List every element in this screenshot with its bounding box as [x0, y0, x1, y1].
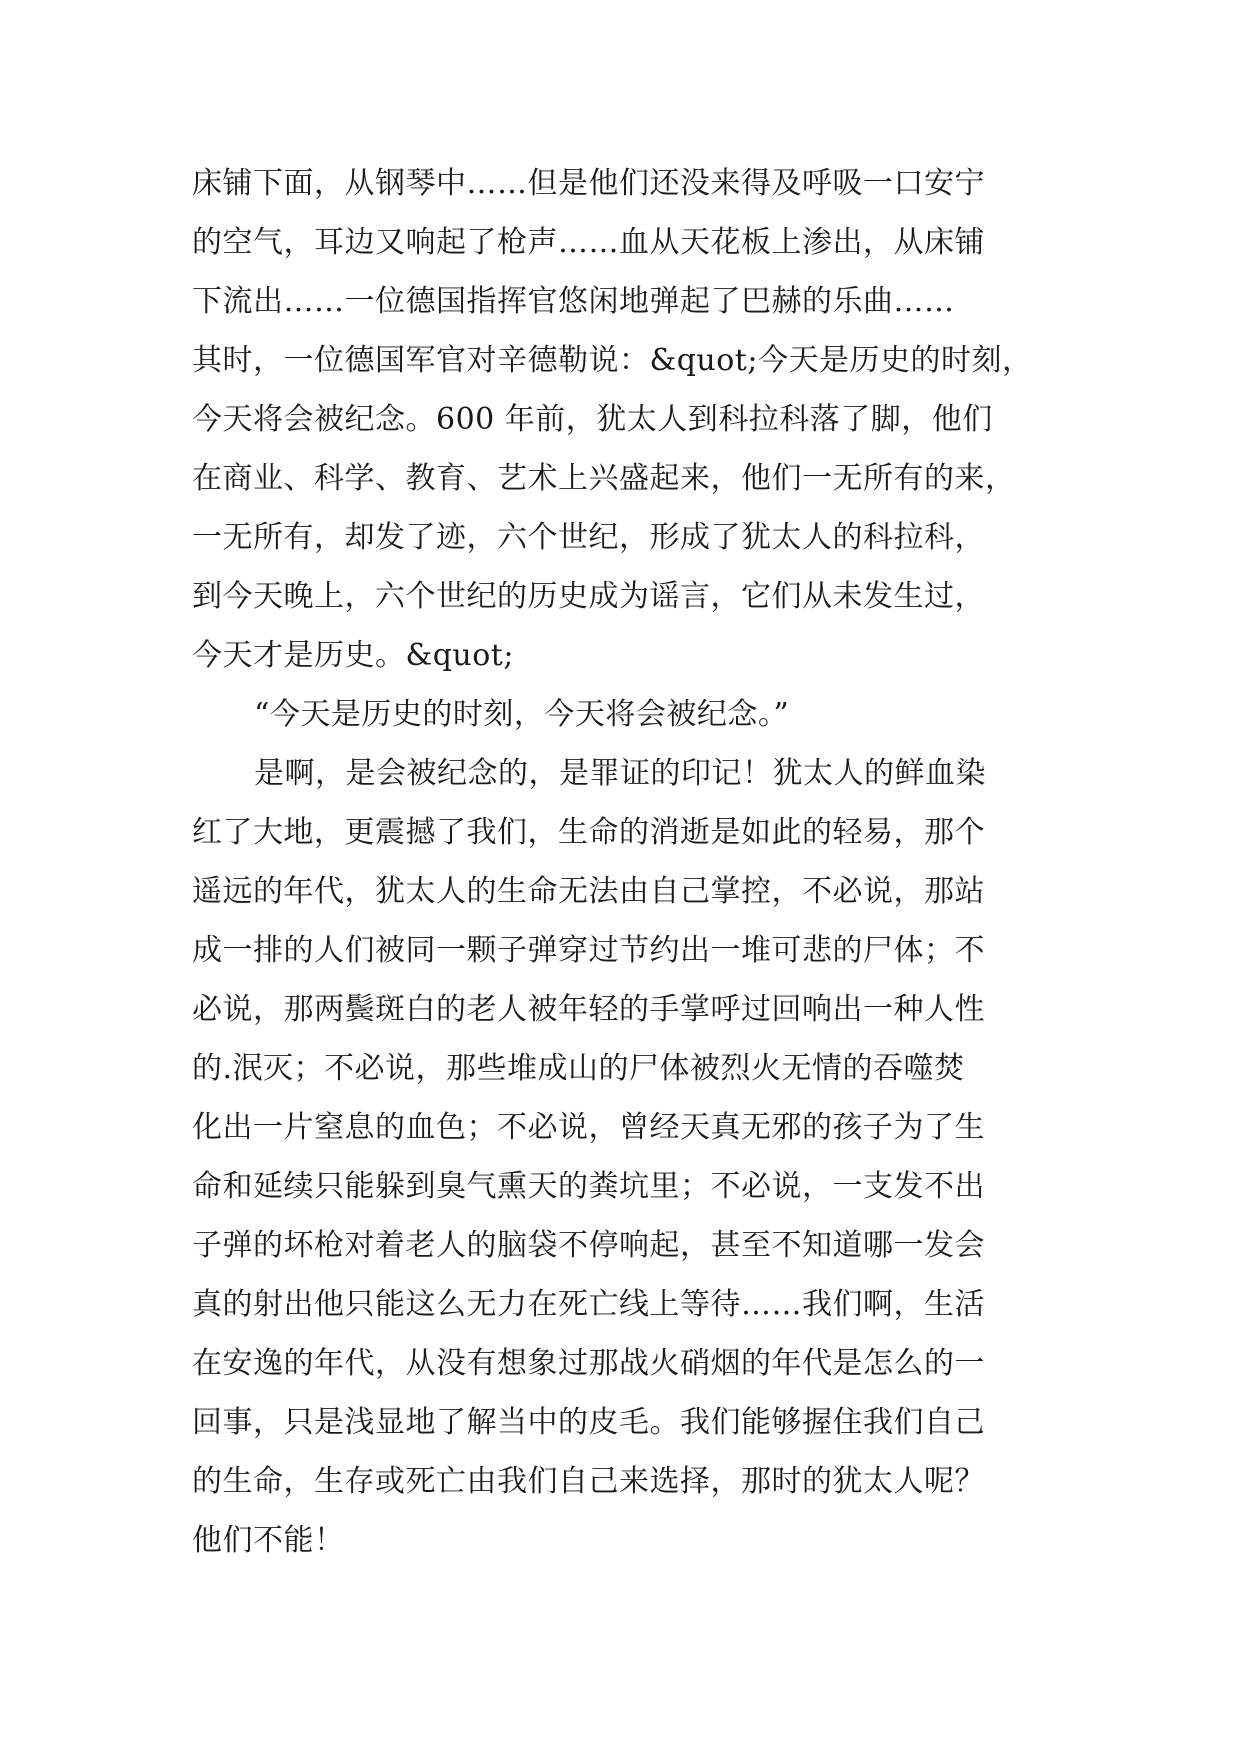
text-line: 到今天晚上，六个世纪的历史成为谣言，它们从未发生过，	[192, 579, 985, 614]
text-line: 在商业、科学、教育、艺术上兴盛起来，他们一无所有的来，	[192, 461, 1016, 496]
text-line: 化出一片窒息的血色；不必说，曾经天真无邪的孩子为了生	[192, 1110, 985, 1145]
text-line: 子弹的坏枪对着老人的脑袋不停响起，甚至不知道哪一发会	[192, 1228, 985, 1263]
text-line: 床铺下面，从钢琴中……但是他们还没来得及呼吸一口安宁	[192, 166, 985, 201]
text-line: 其时，一位德国军官对辛德勒说：&quot;今天是历史的时刻，	[192, 343, 1033, 378]
text-line: 回事，只是浅显地了解当中的皮毛。我们能够握住我们自己	[192, 1405, 985, 1440]
text-line: 今天将会被纪念。600 年前，犹太人到科拉科落了脚，他们	[192, 402, 993, 437]
text-line: 遥远的年代，犹太人的生命无法由自己掌控，不必说，那站	[192, 874, 985, 909]
text-line: 在安逸的年代，从没有想象过那战火硝烟的年代是怎么的一	[192, 1346, 985, 1381]
text-line: 的.泯灭；不必说，那些堆成山的尸体被烈火无情的吞噬焚	[192, 1051, 965, 1086]
text-line: 必说，那两鬓斑白的老人被年轻的手掌呼过回响出一种人性	[192, 992, 985, 1027]
paragraph-first-line: 是啊，是会被纪念的，是罪证的印记！犹太人的鲜血染	[254, 756, 986, 791]
quote-line: “今天是历史的时刻，今天将会被纪念。”	[254, 697, 790, 732]
text-line: 命和延续只能躲到臭气熏天的粪坑里；不必说，一支发不出	[192, 1169, 985, 1204]
text-line: 红了大地，更震撼了我们，生命的消逝是如此的轻易，那个	[192, 815, 985, 850]
text-line: 的空气，耳边又响起了枪声……血从天花板上渗出，从床铺	[192, 225, 985, 260]
text-line: 下流出……一位德国指挥官悠闲地弹起了巴赫的乐曲……	[192, 284, 955, 319]
text-line: 一无所有，却发了迹，六个世纪，形成了犹太人的科拉科，	[192, 520, 985, 555]
text-line: 今天才是历史。&quot;	[192, 638, 514, 673]
text-line: 的生命，生存或死亡由我们自己来选择，那时的犹太人呢？	[192, 1464, 985, 1499]
document-body	[192, 154, 1072, 1570]
text-line: 真的射出他只能这么无力在死亡线上等待……我们啊，生活	[192, 1287, 985, 1322]
text-line: 他们不能！	[192, 1523, 345, 1558]
text-line: 成一排的人们被同一颗子弹穿过节约出一堆可悲的尸体；不	[192, 933, 985, 968]
